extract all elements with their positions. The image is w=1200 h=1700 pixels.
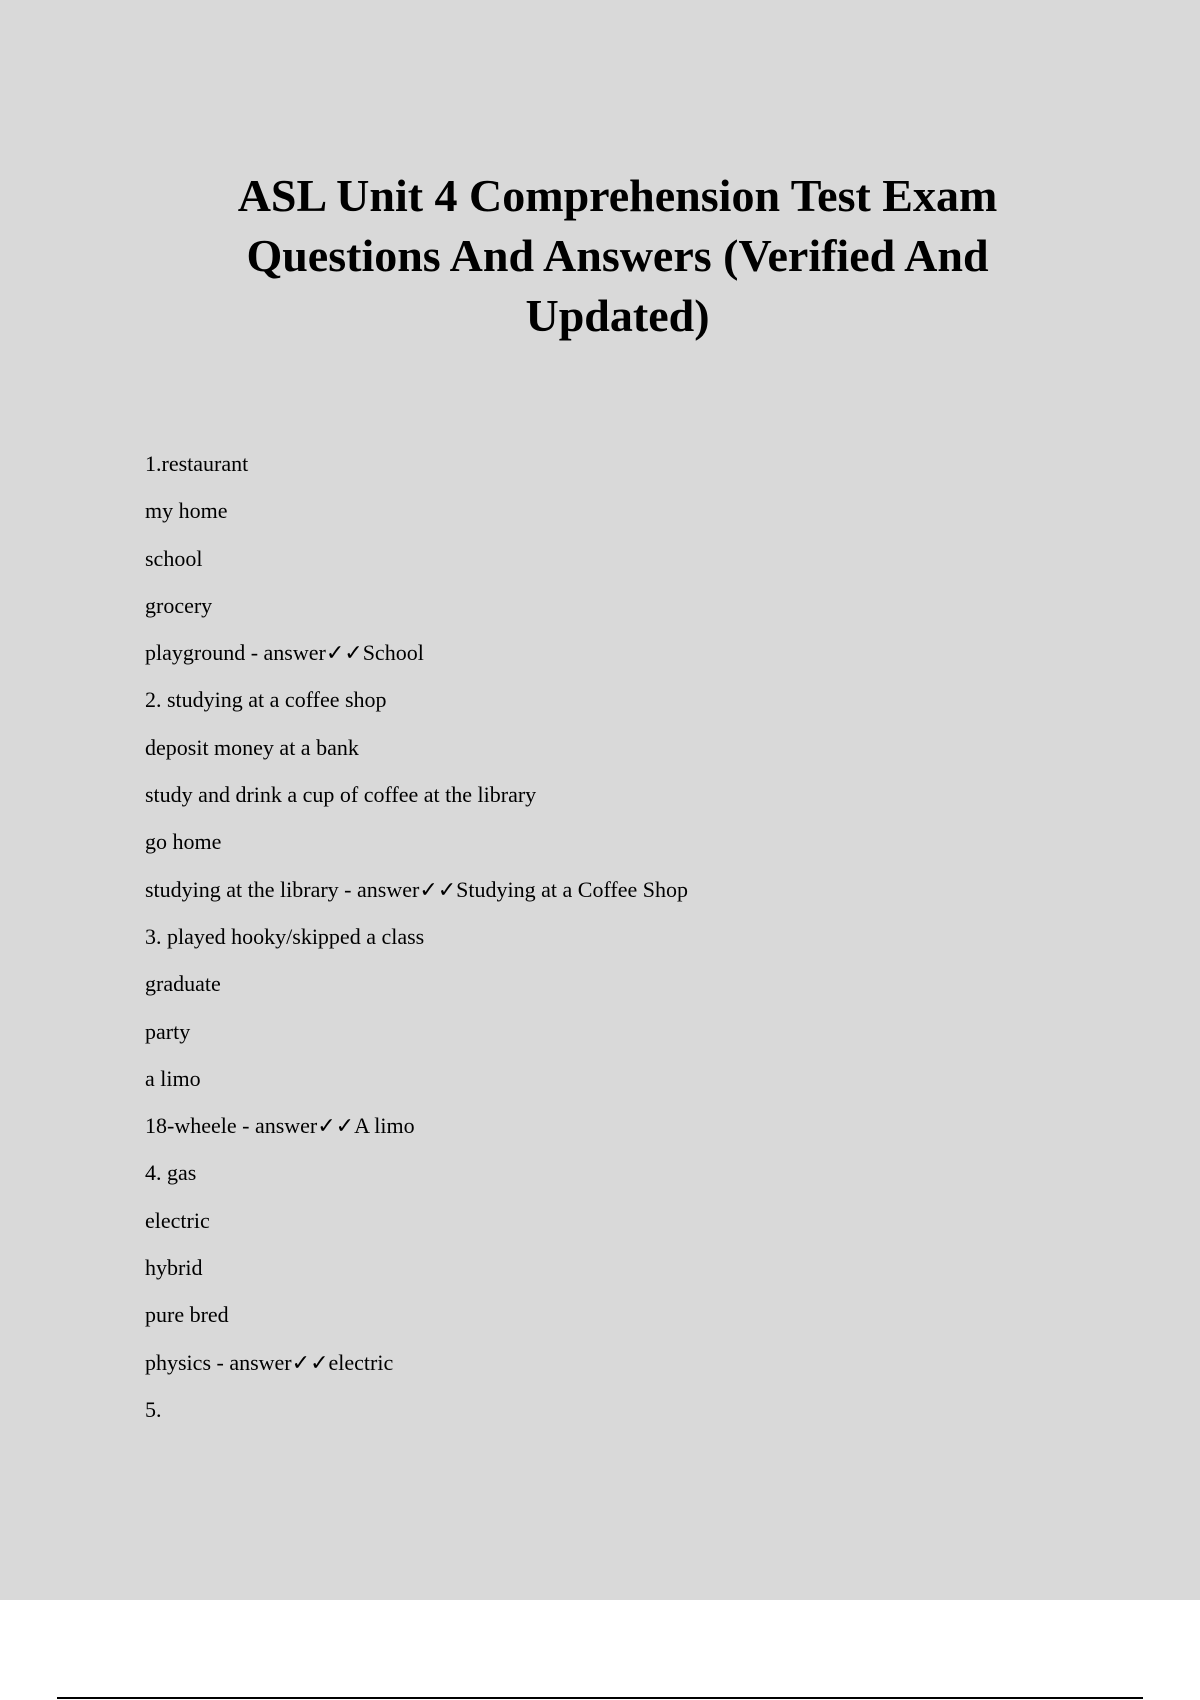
list-item: graduate: [145, 971, 221, 997]
list-item: pure bred: [145, 1302, 229, 1328]
answer-line: physics - answer✓✓electric: [145, 1349, 394, 1375]
answer-line: 18-wheele - answer✓✓A limo: [145, 1113, 415, 1139]
question-answer-list: [145, 440, 688, 1433]
list-item: my home: [145, 498, 228, 524]
list-item: a limo: [145, 1065, 201, 1091]
list-item: electric: [145, 1207, 210, 1233]
list-item: deposit money at a bank: [145, 734, 359, 760]
list-item: hybrid: [145, 1255, 203, 1281]
list-item: 3. played hooky/skipped a class: [145, 923, 425, 949]
document-title: ASL Unit 4 Comprehension Test Exam Questions And Answers (Verified And Updated): [237, 170, 998, 341]
list-item: 2. studying at a coffee shop: [145, 687, 387, 713]
list-item: party: [145, 1018, 191, 1044]
list-item: 5.: [145, 1396, 162, 1422]
list-item: study and drink a cup of coffee at the library: [145, 782, 537, 808]
answer-line: playground - answer✓✓School: [145, 640, 424, 666]
footer-divider: [57, 1697, 1143, 1699]
list-item: 1.restaurant: [145, 451, 249, 476]
list-item: school: [145, 545, 203, 571]
list-item: grocery: [145, 592, 213, 618]
list-item: go home: [145, 829, 222, 855]
answer-line: studying at the library - answer✓✓Studying at a Coffee Shop: [145, 876, 688, 902]
list-item: 4. gas: [145, 1160, 197, 1186]
